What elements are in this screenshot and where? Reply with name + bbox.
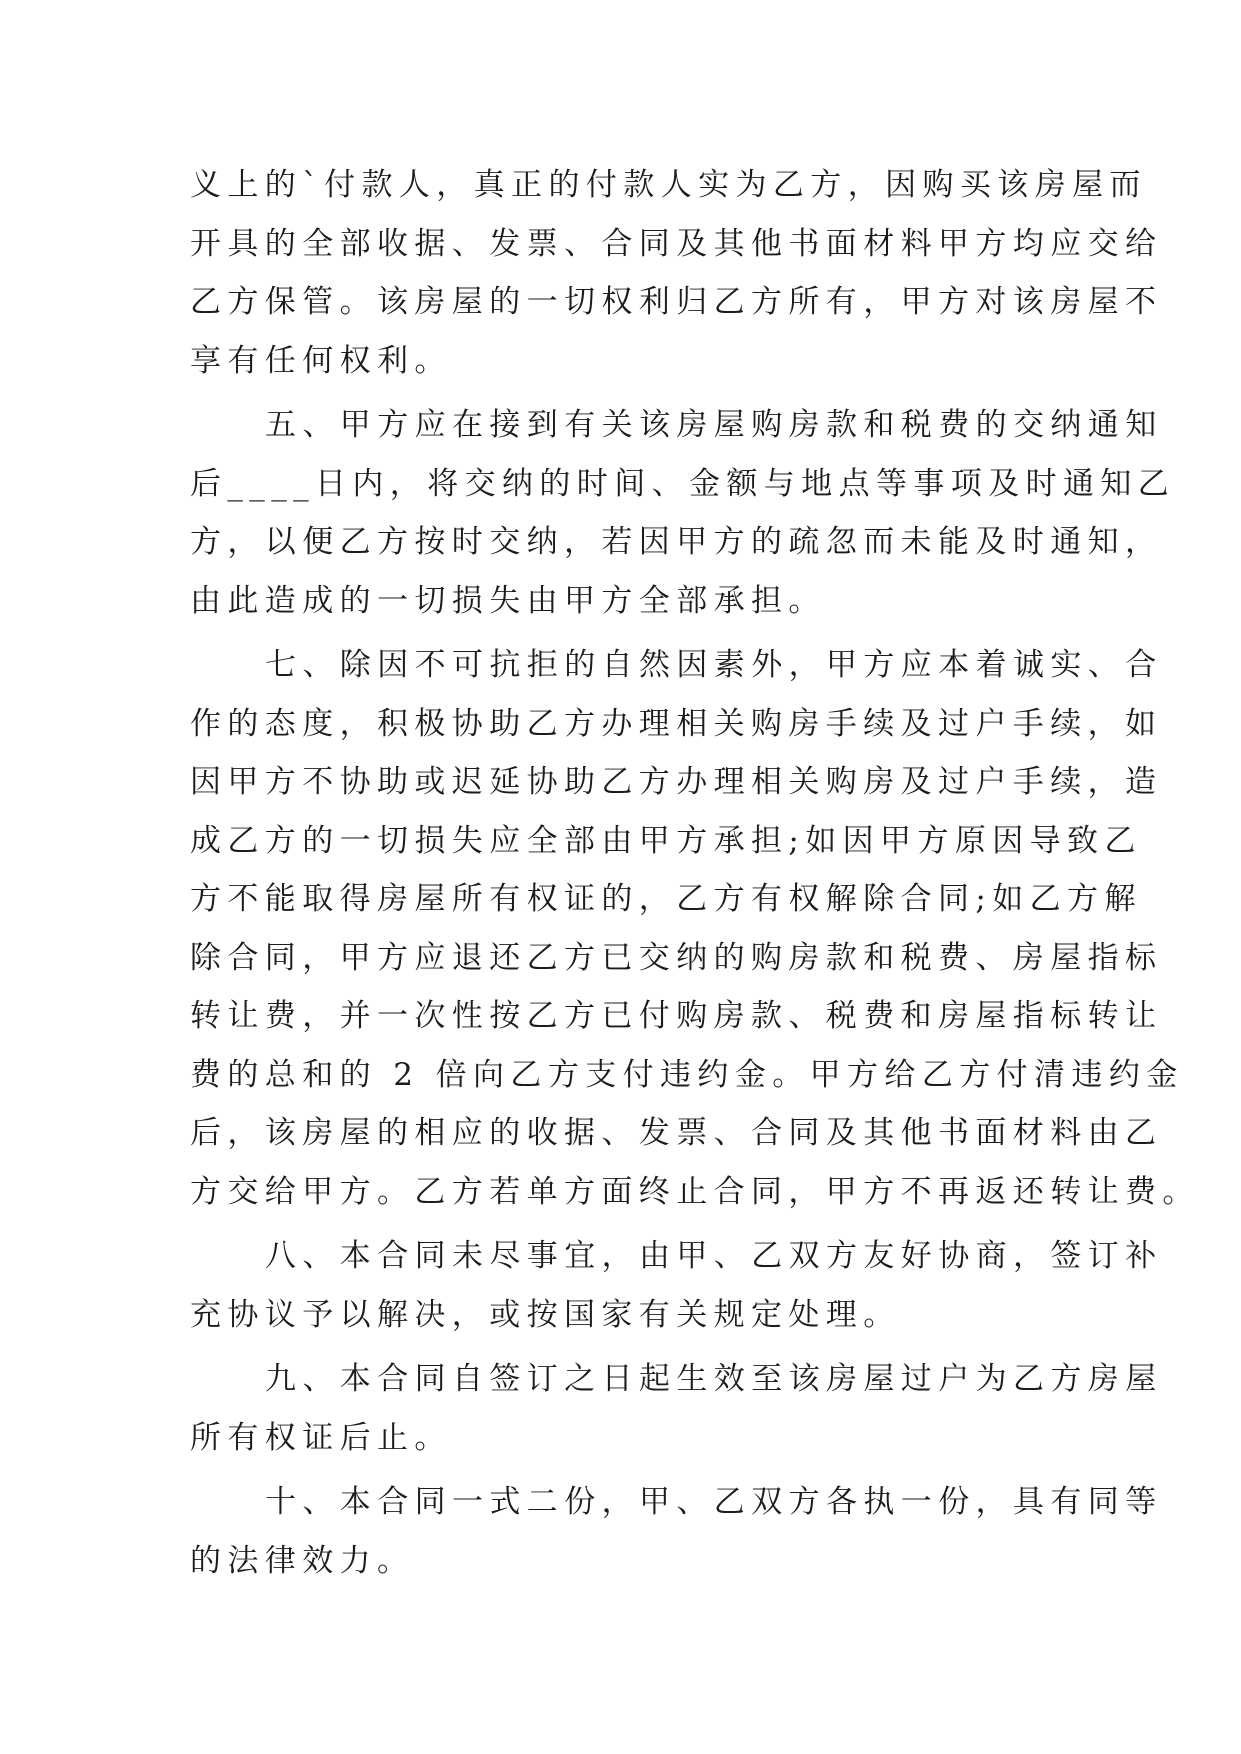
text-line: 五、甲方应在接到有关该房屋购房款和税费的交纳通知 — [265, 407, 1163, 443]
paragraph-clause-10 — [190, 1473, 1163, 1590]
text-line: 方，以便乙方按时交纳，若因甲方的疏忽而未能及时通知， — [190, 524, 1163, 560]
text-line: 所有权证后止。 — [190, 1419, 452, 1456]
text-line: 七、除因不可抗拒的自然因素外，甲方应本着诚实、合 — [265, 647, 1163, 683]
text-line: 方不能取得房屋所有权证的，乙方有权解除合同;如乙方解 — [190, 881, 1142, 917]
paragraph-clause-7 — [190, 636, 1200, 1221]
document-body — [190, 156, 1200, 1596]
text-line: 方交给甲方。乙方若单方面终止合同，甲方不再返还转让费。 — [190, 1173, 1200, 1210]
text-line: 乙方保管。该房屋的一切权利归乙方所有，甲方对该房屋不 — [190, 284, 1163, 320]
paragraph-clause-8 — [190, 1227, 1163, 1344]
text-line: 十、本合同一式二份，甲、乙双方各执一份，具有同等 — [265, 1484, 1163, 1520]
text-line: 成乙方的一切损失应全部由甲方承担;如因甲方原因导致乙 — [190, 822, 1142, 859]
text-line: 后，该房屋的相应的收据、发票、合同及其他书面材料由乙 — [190, 1115, 1163, 1151]
text-line: 九、本合同自签订之日起生效至该房屋过户为乙方房屋 — [265, 1361, 1163, 1397]
text-line: 除合同，甲方应退还乙方已交纳的购房款和税费、房屋指标 — [190, 939, 1163, 976]
text-line: 充协议予以解决，或按国家有关规定处理。 — [190, 1296, 901, 1333]
text-line: 转让费，并一次性按乙方已付购房款、税费和房屋指标转让 — [190, 998, 1163, 1034]
text-line: 费的总和的 2 倍向乙方支付违约金。甲方给乙方付清违约金 — [190, 1056, 1184, 1093]
text-line: 后____日内，将交纳的时间、金额与地点等事项及时通知乙 — [190, 465, 1176, 502]
paragraph-continuation — [190, 156, 1163, 390]
text-line: 八、本合同未尽事宜，由甲、乙双方友好协商，签订补 — [265, 1238, 1163, 1274]
text-line: 的法律效力。 — [190, 1542, 415, 1579]
text-line: 开具的全部收据、发票、合同及其他书面材料甲方均应交给 — [190, 225, 1163, 262]
text-line: 义上的`付款人，真正的付款人实为乙方，因购买该房屋而 — [190, 167, 1147, 203]
text-line: 因甲方不协助或迟延协助乙方办理相关购房及过户手续，造 — [190, 764, 1163, 800]
text-line: 享有任何权利。 — [190, 342, 452, 379]
text-line: 由此造成的一切损失由甲方全部承担。 — [190, 582, 826, 619]
paragraph-clause-9 — [190, 1350, 1163, 1467]
text-line: 作的态度，积极协助乙方办理相关购房手续及过户手续，如 — [190, 705, 1163, 742]
paragraph-clause-5 — [190, 396, 1176, 630]
